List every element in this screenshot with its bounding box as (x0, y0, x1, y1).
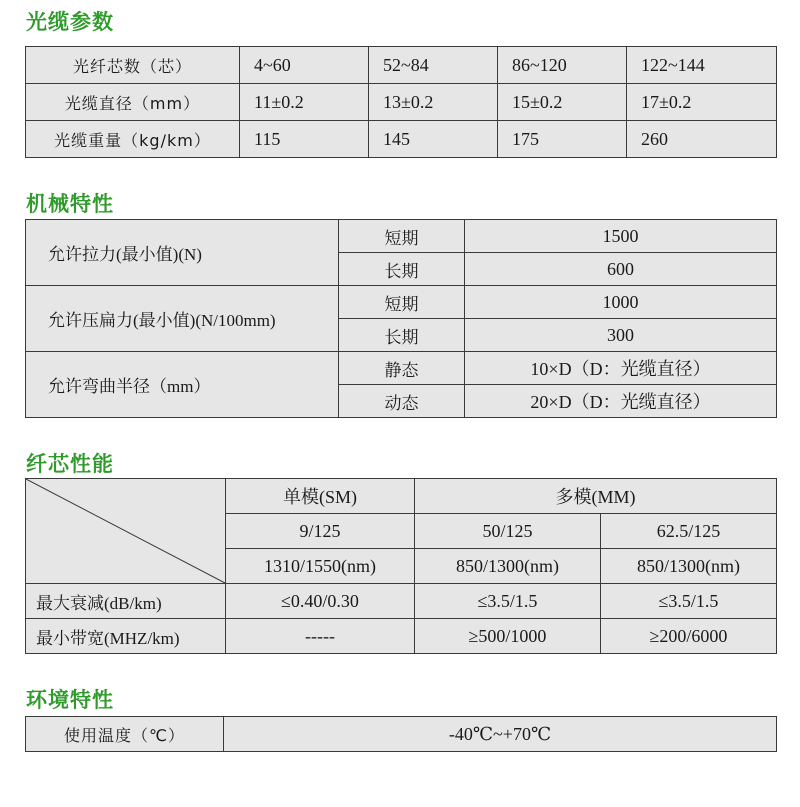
table-row (26, 352, 777, 385)
sub-label: 动态 (339, 385, 465, 418)
table-cell: 13±0.2 (369, 84, 498, 121)
row-label: 允许压扁力(最小值)(N/100mm) (26, 286, 339, 352)
table-row (26, 584, 777, 619)
table-cell: 4~60 (240, 47, 369, 84)
section-title-mechanical: 机械特性 (26, 192, 114, 216)
wavelength: 850/1300(nm) (601, 549, 777, 584)
table-cell: 15±0.2 (498, 84, 627, 121)
table-cell: 600 (465, 253, 777, 286)
fiber-type: 50/125 (415, 514, 601, 549)
sub-label: 长期 (339, 253, 465, 286)
fiber-type: 62.5/125 (601, 514, 777, 549)
table-cell: 52~84 (369, 47, 498, 84)
sub-label: 静态 (339, 352, 465, 385)
environment-table (25, 716, 777, 752)
table-cell: 86~120 (498, 47, 627, 84)
table-cell: ≤3.5/1.5 (415, 584, 601, 619)
fiber-type: 9/125 (226, 514, 415, 549)
table-cell: -40℃~+70℃ (224, 717, 777, 752)
sub-label: 短期 (339, 286, 465, 319)
table-cell: 1500 (465, 220, 777, 253)
table-row (26, 47, 777, 84)
table-row (26, 286, 777, 319)
table-cell: ----- (226, 619, 415, 654)
table-cell: 1000 (465, 286, 777, 319)
table-row (26, 717, 777, 752)
table-cell: 300 (465, 319, 777, 352)
table-cell: 17±0.2 (627, 84, 777, 121)
wavelength: 1310/1550(nm) (226, 549, 415, 584)
row-label: 最小带宽(MHZ/km) (26, 619, 226, 654)
table-cell: 145 (369, 121, 498, 158)
mm-header: 多模(MM) (415, 479, 777, 514)
table-row (26, 84, 777, 121)
table-row (26, 619, 777, 654)
table-cell: 10×D（D：光缆直径） (465, 352, 777, 385)
table-cell: ≥500/1000 (415, 619, 601, 654)
sub-label: 长期 (339, 319, 465, 352)
table-cell: ≥200/6000 (601, 619, 777, 654)
table-cell: 115 (240, 121, 369, 158)
diagonal-header-cell (26, 479, 226, 584)
wavelength: 850/1300(nm) (415, 549, 601, 584)
section-title-fiber: 纤芯性能 (26, 452, 114, 476)
sm-header: 单模(SM) (226, 479, 415, 514)
table-cell: ≤0.40/0.30 (226, 584, 415, 619)
row-label: 光缆直径（mm） (26, 84, 240, 121)
sub-label: 短期 (339, 220, 465, 253)
fiber-table (25, 478, 777, 654)
table-cell: ≤3.5/1.5 (601, 584, 777, 619)
table-cell: 175 (498, 121, 627, 158)
row-label: 使用温度（℃） (26, 717, 224, 752)
mechanical-table (25, 219, 777, 418)
table-row (26, 121, 777, 158)
diagonal-line (26, 479, 225, 583)
row-label: 允许拉力(最小值)(N) (26, 220, 339, 286)
section-title-cable-params: 光缆参数 (26, 10, 114, 34)
table-cell: 122~144 (627, 47, 777, 84)
row-label: 允许弯曲半径（mm） (26, 352, 339, 418)
table-row (26, 220, 777, 253)
table-cell: 20×D（D：光缆直径） (465, 385, 777, 418)
row-label: 最大衰减(dB/km) (26, 584, 226, 619)
table-cell: 11±0.2 (240, 84, 369, 121)
table-cell: 260 (627, 121, 777, 158)
table-row (26, 479, 777, 514)
row-label: 光纤芯数（芯） (26, 47, 240, 84)
cable-params-table (25, 46, 777, 158)
section-title-environment: 环境特性 (26, 688, 114, 712)
row-label: 光缆重量（kg/km） (26, 121, 240, 158)
